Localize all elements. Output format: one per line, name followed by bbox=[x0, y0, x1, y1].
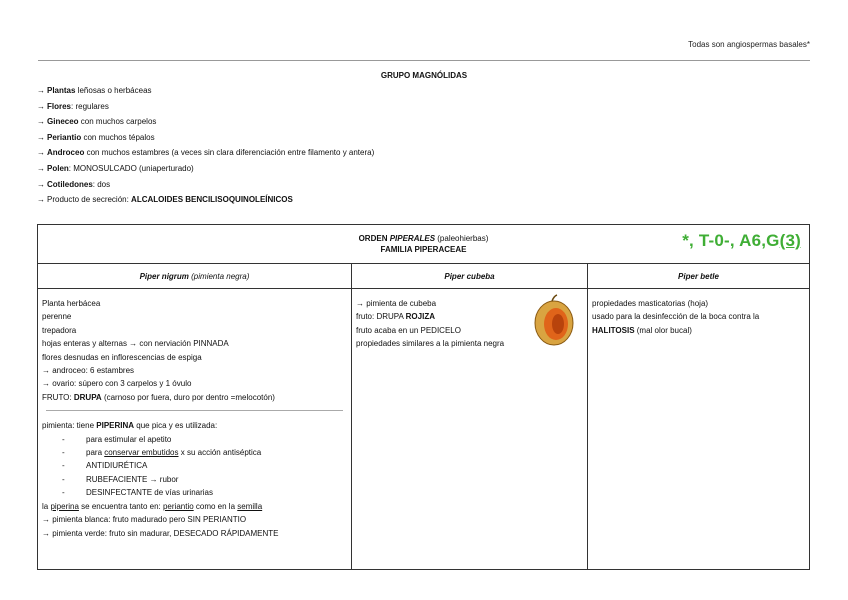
arrow-icon: → bbox=[37, 148, 45, 158]
feature-label: Periantio bbox=[47, 132, 82, 142]
list-item: - RUBEFACIENTE → rubor bbox=[62, 474, 179, 484]
text-line: hojas enteras y alternas → con nerviación PINNADA bbox=[42, 339, 229, 349]
features-list bbox=[37, 83, 374, 208]
feature-text: con muchos tépalos bbox=[81, 132, 155, 142]
header-note: Todas son angiospermas basales* bbox=[688, 40, 810, 49]
text-line: Planta herbácea bbox=[42, 299, 101, 308]
text-line: usado para la desinfección de la boca contra la bbox=[592, 312, 760, 322]
list-item: - para estimular el apetito bbox=[62, 434, 172, 444]
feature-polen bbox=[37, 161, 374, 177]
pimienta-line: pimienta: tiene PIPERINA que pica y es utilizada: bbox=[42, 421, 218, 431]
text-line: → androceo: 6 estambres bbox=[42, 366, 135, 376]
text-line: trepadora bbox=[42, 325, 77, 335]
group-title: GRUPO MAGNÓLIDAS bbox=[380, 71, 468, 80]
betle-cell bbox=[588, 289, 810, 570]
arrow-icon: → bbox=[37, 86, 45, 95]
text-line: HALITOSIS (mal olor bucal) bbox=[592, 325, 692, 335]
feature-text: : dos bbox=[92, 179, 111, 189]
list-item: - para conservar embutidos x su acción antiséptica bbox=[62, 448, 262, 458]
feature-cotiledones bbox=[37, 177, 374, 193]
text-line: fruto: DRUPA ROJIZA bbox=[356, 312, 435, 322]
text-line: flores desnudas en inflorescencias de espiga bbox=[42, 352, 202, 362]
text-line: → pimienta verde: fruto sin madurar, DESECADO RÁPIDAMENTE bbox=[42, 528, 279, 538]
feature-prefix: Producto de secreción: bbox=[47, 195, 132, 205]
piperales-table bbox=[37, 224, 810, 570]
text-line: fruto acaba en un PEDICELO bbox=[356, 325, 461, 335]
arrow-icon: → bbox=[37, 101, 45, 111]
section-divider bbox=[46, 410, 343, 411]
text-line: propiedades masticatorias (hoja) bbox=[592, 299, 709, 308]
found-line: la piperina se encuentra tanto en: periantio como en la semilla bbox=[42, 501, 263, 511]
list-item: - DESINFECTANTE de vías urinarias bbox=[62, 488, 213, 498]
feature-label: Polen bbox=[47, 163, 69, 173]
feature-flores bbox=[37, 99, 374, 115]
feature-gineceo bbox=[37, 114, 374, 130]
list-item: - ANTIDIURÉTICA bbox=[62, 461, 148, 471]
column-header-betle: Piper betle bbox=[588, 264, 810, 289]
nigrum-cell bbox=[38, 289, 352, 570]
feature-label: Androceo bbox=[47, 148, 85, 158]
feature-periantio bbox=[37, 130, 374, 146]
feature-text: : MONOSULCADO (uniaperturado) bbox=[68, 163, 194, 173]
order-title: ORDEN PIPERALES (paleohierbas) bbox=[358, 234, 489, 243]
text-line: → pimienta blanca: fruto madurado pero SIN PERIANTIO bbox=[42, 515, 247, 525]
feature-label: Plantas bbox=[47, 86, 76, 95]
arrow-icon: → bbox=[37, 132, 45, 142]
feature-text: : regulares bbox=[71, 101, 109, 111]
arrow-icon: → bbox=[37, 179, 45, 189]
floral-formula: *, T-0-, A6,G(3) bbox=[682, 231, 801, 250]
arrow-icon: → bbox=[37, 195, 45, 205]
feature-androceo bbox=[37, 145, 374, 161]
arrow-icon: → bbox=[37, 117, 45, 127]
feature-plantas bbox=[37, 83, 374, 99]
cubeba-fruit-image bbox=[532, 293, 576, 347]
table-title bbox=[38, 225, 810, 264]
feature-text: con muchos estambres (a veces sin clara diferenciación entre filamento y antera) bbox=[84, 148, 375, 158]
feature-label: Cotiledones bbox=[47, 179, 93, 189]
column-header-cubeba: Piper cubeba bbox=[352, 264, 588, 289]
text-line: propiedades similares a la pimienta negra bbox=[356, 339, 505, 349]
text-line: → ovario: súpero con 3 carpelos y 1 óvulo bbox=[42, 379, 192, 389]
feature-secrecion bbox=[37, 192, 374, 208]
arrow-icon: → bbox=[37, 163, 45, 173]
feature-label: Gineceo bbox=[47, 117, 79, 127]
feature-label: Flores bbox=[47, 101, 72, 111]
fruto-line: FRUTO: DRUPA (carnoso por fuera, duro por dentro =melocotón) bbox=[42, 392, 275, 402]
cubeba-cell bbox=[352, 289, 588, 570]
column-header-nigrum: Piper nigrum (pimienta negra) bbox=[38, 264, 352, 289]
family-title: FAMILIA PIPERACEAE bbox=[380, 245, 467, 254]
text-line: → pimienta de cubeba bbox=[356, 299, 437, 308]
text-line: perenne bbox=[42, 312, 72, 322]
feature-label: ALCALOIDES BENCILISOQUINOLEÍNICOS bbox=[131, 195, 293, 205]
header-divider bbox=[38, 60, 810, 61]
feature-text: con muchos carpelos bbox=[78, 117, 157, 127]
feature-text: leñosas o herbáceas bbox=[75, 86, 152, 95]
